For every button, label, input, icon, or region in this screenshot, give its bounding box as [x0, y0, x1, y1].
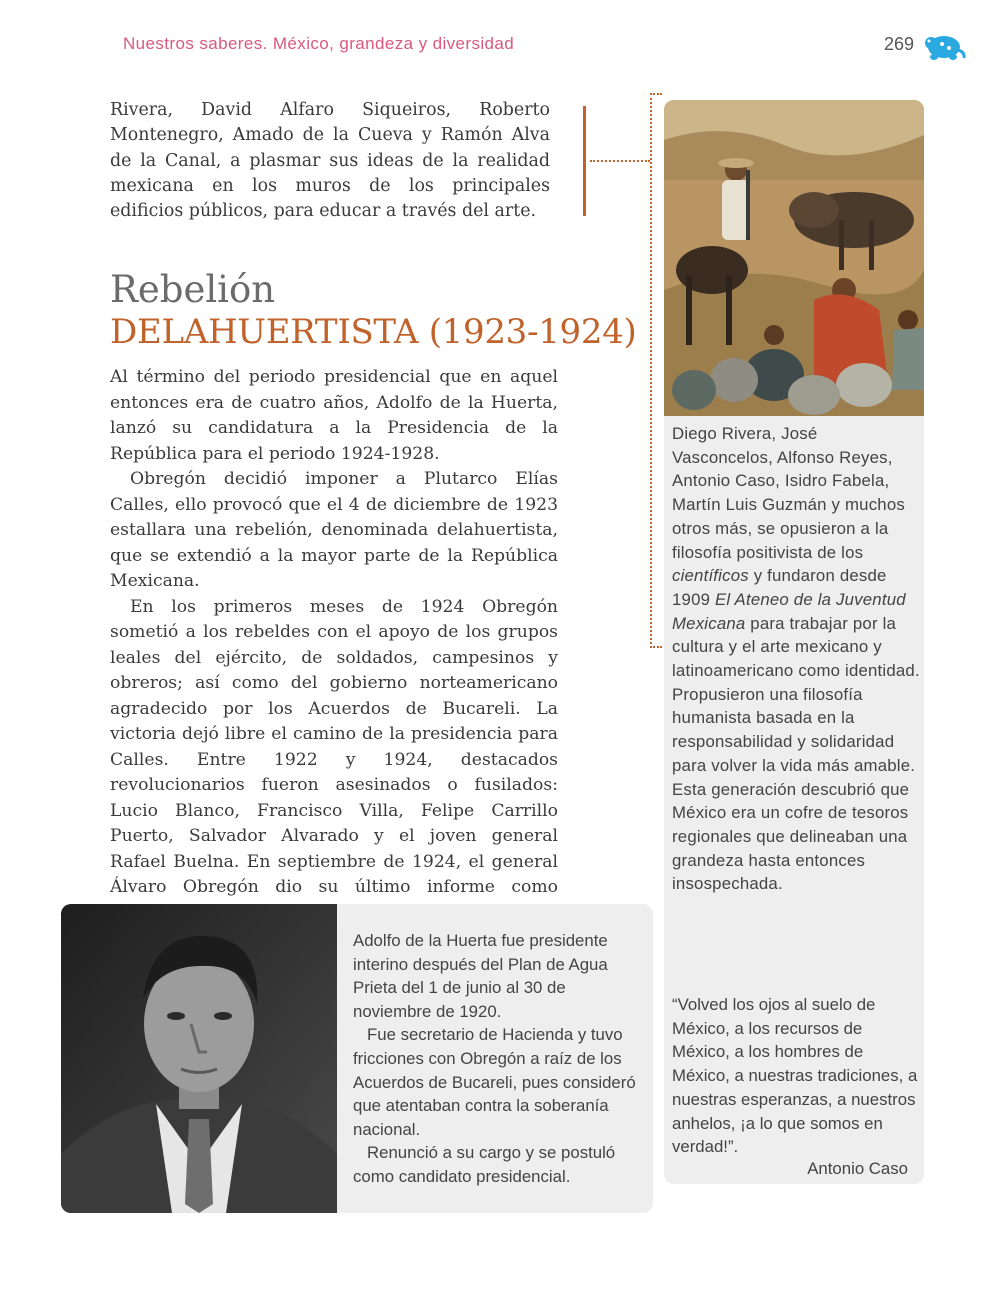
sidebar-caption [672, 422, 920, 896]
caption-text-b: y fundaron desde 1909 [672, 566, 887, 609]
portrait-caption-3: Renunció a su cargo y se postuló como candidato presidencial. [353, 1143, 616, 1186]
caption-text-a: Diego Rivera, José Vasconcelos, Alfonso Reyes, Antonio Caso, Isidro Fabela, Martín Luis Guzmán y muchos otros más, se opusieron a la filosofía positivista de los [672, 424, 905, 562]
main-body [110, 365, 558, 926]
body-paragraph-3: En los primeros meses de 1924 Obregón sometió a los rebeldes con el apoyo de los grupos leales del ejército, de soldados, campesinos y obreros; así como del gobierno norteamericano agradecido por los Acuerdos de Bucareli. La victoria dejó libre el camino de la presidencia para Calles. Entre 1922 y 1924, destacados revolucionarios fueron asesinados o fusilados: Lucio Blanco, Francisco Villa, Felipe Carrillo Puerto, Salvador Alvarado y el joven general Rafael Buelna. En septiembre de 1924, el general Álvaro Obregón dio su último informe como [110, 596, 558, 897]
caption-text-c: para trabajar por la cultura y el arte mexicano y latinoamericano como identidad. Propusieron una filosofía humanista basada en la responsabilidad y solidaridad para volver la vida más amable. Esta generación descubrió que México era un cofre de tesoros regionales que delineaban una grandeza hasta entonces insospechada. [672, 613, 920, 894]
portrait-caption-2: Fue secretario de Hacienda y tuvo fricciones con Obregón a raíz de los Acuerdos de Bucareli, pues consideró que atentaban contra la soberanía nacional. [353, 1025, 636, 1139]
sidebar-quote: “Volved los ojos al suelo de México, a los recursos de México, a los hombres de México, a nuestras tradiciones, a nuestras esperanzas, a nuestros anhelos, ¡a lo que somos en verdad!”. [672, 995, 918, 1157]
mural-painting-image [664, 100, 924, 416]
section-title-line1: Rebelión [110, 268, 276, 311]
dotted-connector [590, 160, 650, 162]
portrait-caption-1: Adolfo de la Huerta fue presidente interino después del Plan de Agua Prieta del 1 de junio al 30 de noviembre de 1920. [353, 931, 608, 1021]
caption-italic-ateneo: El Ateneo de la Juventud Mexicana [672, 589, 906, 633]
intro-paragraph: Rivera, David Alfaro Siqueiros, Roberto Montenegro, Amado de la Cueva y Ramón Alva de la Canal, a plasmar sus ideas de la realidad mexicana en los muros de los principales edificios públicos, para educar a través del arte. [110, 100, 550, 222]
body-paragraph-1: Al término del periodo presidencial que en aquel entonces era de cuatro años, Adolfo de la Huerta, lanzó su candidatura a la Presidencia de la República para el periodo 1924-1928. [110, 367, 558, 464]
page-number: 269 [884, 34, 915, 54]
orange-rule [583, 106, 586, 216]
portrait-caption [353, 929, 643, 1189]
quote-author: Antonio Caso [807, 1159, 908, 1178]
running-header: Nuestros saberes. México, grandeza y diversidad [123, 34, 515, 53]
section-title-line2: DELAHUERTISTA (1923-1924) [110, 312, 637, 352]
turtle-mascot-icon [920, 30, 966, 64]
caption-italic-cientificos: científicos [672, 566, 749, 586]
portrait-box [61, 904, 653, 1213]
portrait-photo-image [61, 904, 337, 1213]
dotted-bracket [650, 93, 652, 648]
body-paragraph-2: Obregón decidió imponer a Plutarco Elías Calles, ello provocó que el 4 de diciembre de 1923 estallara una rebelión, denominada delahuertista, que se extendió a la mayor parte de la República Mexicana. [110, 469, 558, 591]
bracket-tick-top [650, 93, 662, 95]
bracket-tick-bottom [650, 646, 662, 648]
